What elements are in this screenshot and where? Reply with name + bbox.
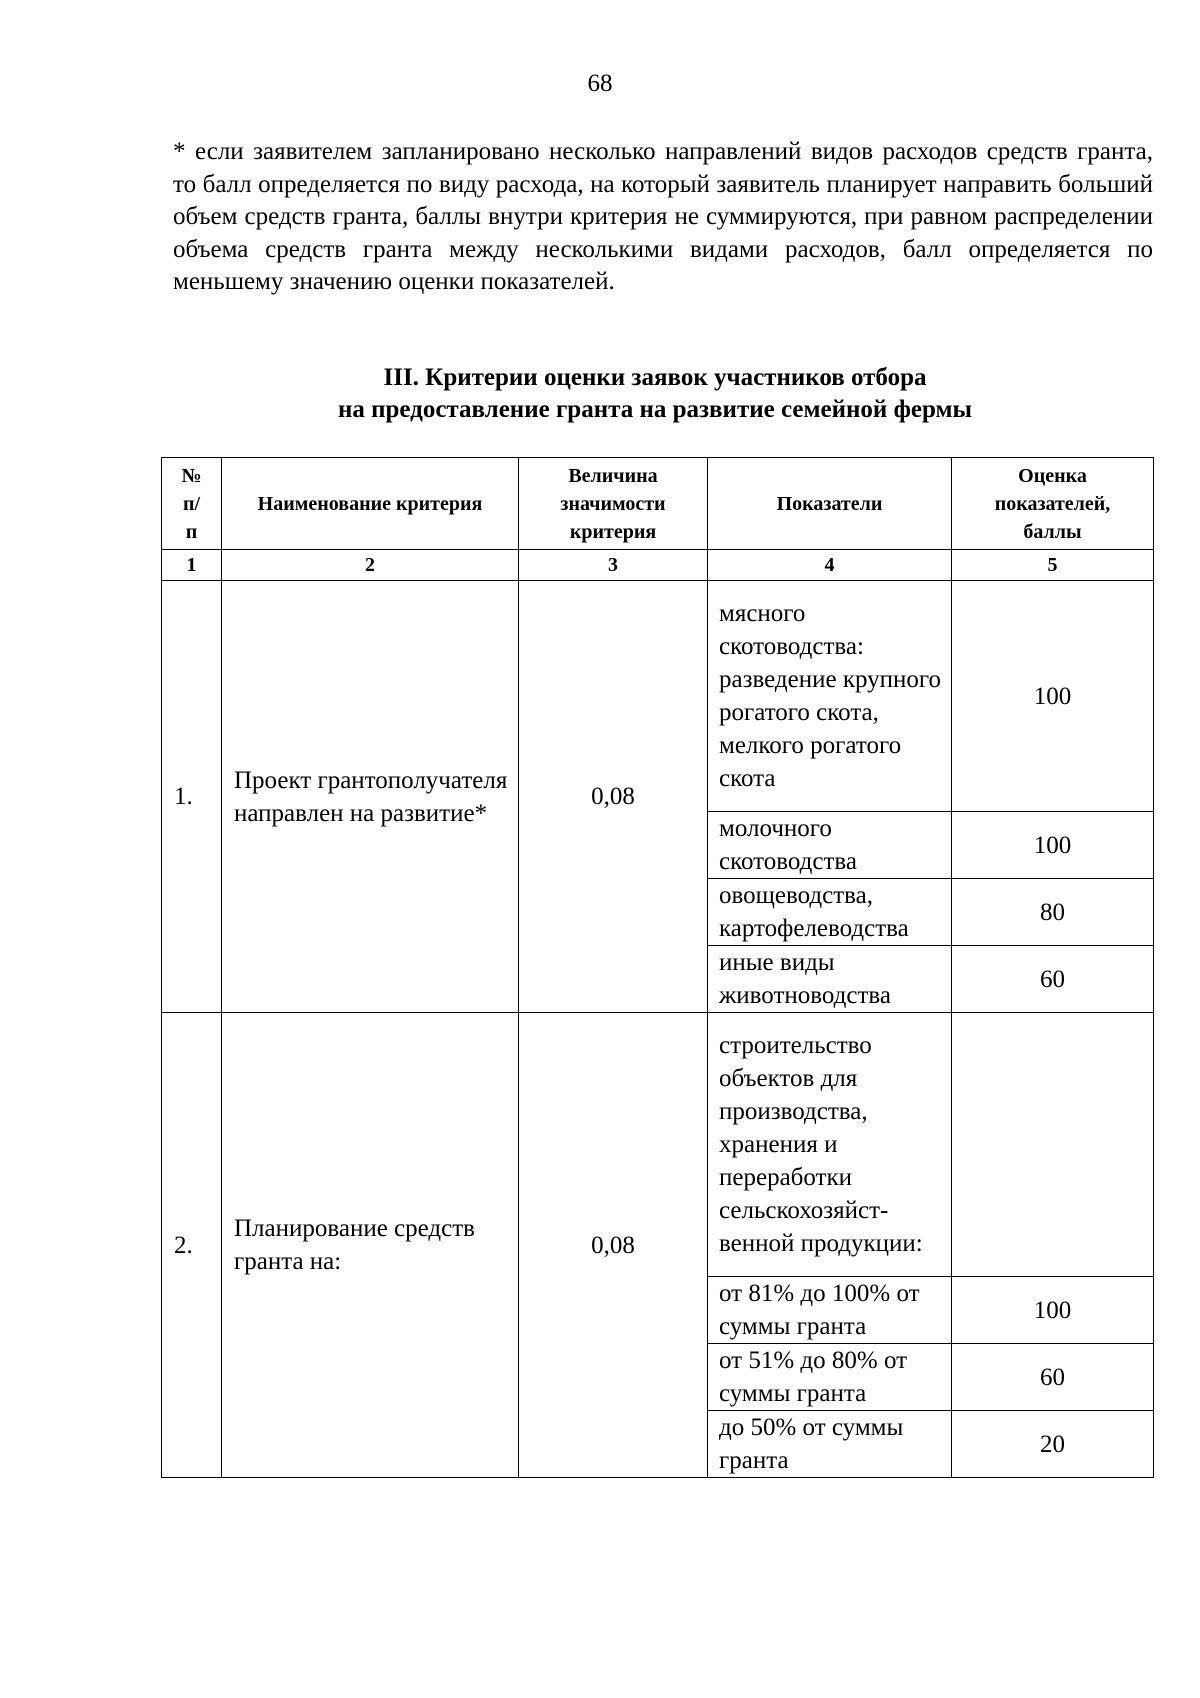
column-number: 5 [952,550,1154,581]
header-indicators: Показатели [708,458,952,550]
criterion-number: 1. [162,581,222,1013]
indicator-text: до 50% от суммы гранта [708,1411,952,1478]
column-number: 4 [708,550,952,581]
table-row [162,581,1154,812]
footnote-text: * если заявителем запланировано несколько направлений видов расходов средств гранта, то балл определяется по виду расхода, на который заявитель планирует направить больший объем средств гранта, баллы внутри критерия не суммируются, при равном распределении объема средств гранта между несколькими видами расходов, балл определяется по меньшему значению оценки показателей. [173,138,1153,296]
indicator-text: овощеводства, картофелеводства [708,879,952,946]
header-name: Наименование критерия [222,458,519,550]
column-number: 3 [519,550,708,581]
indicator-score: 100 [952,1277,1154,1344]
header-weight: Величина значимости критерия [519,458,708,550]
indicator-score: 100 [952,581,1154,812]
header-num: № п/п [162,458,222,550]
indicator-text: от 81% до 100% от суммы гранта [708,1277,952,1344]
criterion-number: 2. [162,1013,222,1478]
table-header-row [162,458,1154,550]
section-title-line-2: на предоставление гранта на развитие семейной фермы [337,396,973,423]
indicator-score: 80 [952,879,1154,946]
column-number-row [162,550,1154,581]
indicator-score: 100 [952,812,1154,879]
criterion-name: Планирование средств гранта на: [222,1013,519,1478]
section-title [0,362,1200,426]
criterion-weight: 0,08 [519,1013,708,1478]
section-title-line-1: III. Критерии оценки заявок участников отбора [383,364,927,391]
indicator-text: мясного скотоводства: разведение крупного рогатого скота, мелкого рогатого скота [708,581,952,812]
table-row [162,1013,1154,1277]
indicator-score [952,1013,1154,1277]
indicator-score: 60 [952,1344,1154,1411]
indicator-score: 60 [952,946,1154,1013]
indicator-text: молочного скотоводства [708,812,952,879]
criterion-name: Проект грантополучателя направлен на развитие* [222,581,519,1013]
page-number: 68 [587,70,613,97]
criteria-table [161,457,1154,1478]
indicator-text: строительство объектов для производства, хранения и переработки сельскохозяйст-венной продукции: [708,1013,952,1277]
indicator-text: иные виды животноводства [708,946,952,1013]
column-number: 1 [162,550,222,581]
column-number: 2 [222,550,519,581]
criterion-weight: 0,08 [519,581,708,1013]
header-score: Оценка показателей, баллы [952,458,1154,550]
indicator-text: от 51% до 80% от суммы гранта [708,1344,952,1411]
indicator-score: 20 [952,1411,1154,1478]
